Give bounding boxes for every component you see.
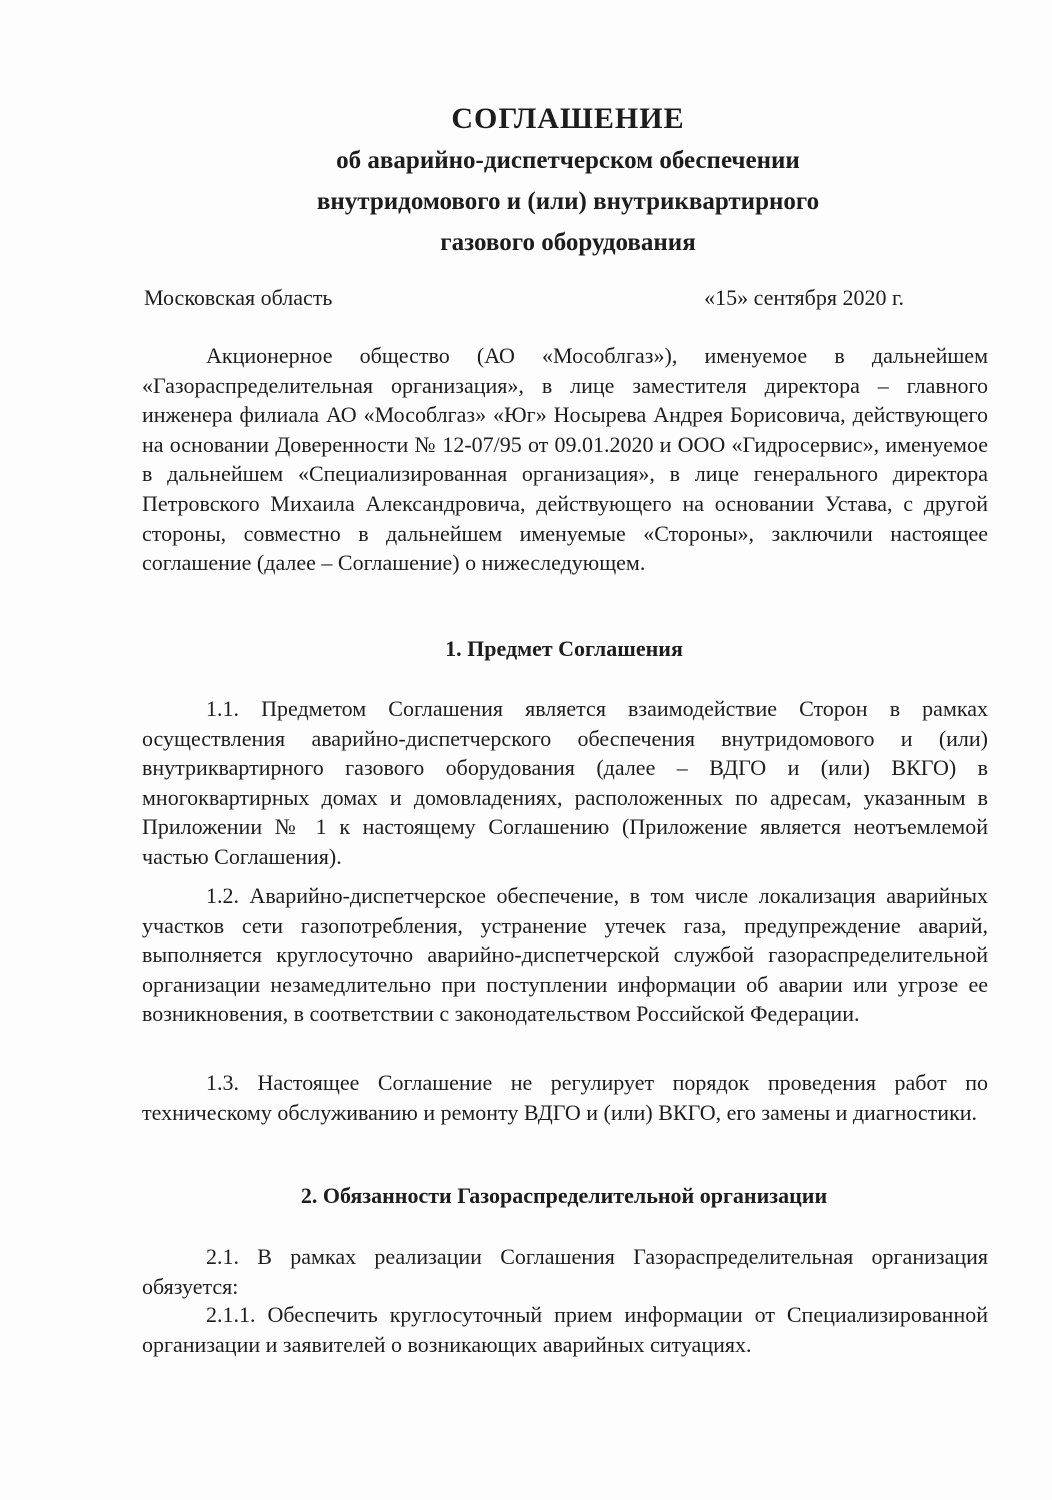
document-subtitle-line-1: об аварийно-диспетчерском обеспечении [336,147,800,174]
document-title: СОГЛАШЕНИЕ [451,102,685,135]
clause-2-1: 2.1. В рамках реализации Соглашения Газораспределительная организация обязуется: [142,1244,988,1299]
clause-2-1-1: 2.1.1. Обеспечить круглосуточный прием информации от Специализированной организации и заявителей о возникающих аварийных ситуациях. [142,1302,988,1357]
document-title-block [0,98,1052,263]
document-subtitle-line-3: газового оборудования [440,229,696,256]
document-place: Московская область [144,285,333,310]
section-2-heading: 2. Обязанности Газораспределительной организации [300,1183,828,1208]
document-subtitle-line-2: внутридомового и (или) внутриквартирного [316,188,820,215]
clause-1-1: 1.1. Предметом Соглашения является взаимодействие Сторон в рамках осуществления аварийно-диспетчерского обеспечения внутридомового и (или) внутриквартирного газового оборудования (далее – ВДГО и (или) ВКГО) в многоквартирных домах и домовладениях, расположенных по адресам, указанным в Приложении № 1 к настоящему Соглашению (Приложение является неотъемлемой частью Соглашения). [142,696,988,869]
clause-1-3: 1.3. Настоящее Соглашение не регулирует порядок проведения работ по техническому обслуживанию и ремонту ВДГО и (или) ВКГО, его замены и диагностики. [142,1070,988,1125]
document-date: «15» сентября 2020 г. [704,285,904,310]
clause-1-2: 1.2. Аварийно-диспетчерское обеспечение, в том числе локализация аварийных участков сети газопотребления, устранение утечек газа, предупреждение аварий, выполняется круглосуточно аварийно-диспетчерской службой газораспределительной организации незамедлительно при поступлении информации об аварии или угрозе ее возникновения, в соответствии с законодательством Российской Федерации. [142,883,988,1027]
intro-paragraph: Акционерное общество (АО «Мособлгаз»), именуемое в дальнейшем «Газораспределительная организация», в лице заместителя директора – главного инженера филиала АО «Мособлгаз» «Юг» Носырева Андрея Борисовича, действующего на основании Доверенности № 12-07/95 от 09.01.2020 и ООО «Гидросервис», именуемое в дальнейшем «Специализированная организация», в лице генерального директора Петровского Михаила Александровича, действующего на основании Устава, с другой стороны, совместно в дальнейшем именуемые «Стороны», заключили настоящее соглашение (далее – Соглашение) о нижеследующем. [142,343,988,576]
section-1-heading: 1. Предмет Соглашения [445,636,683,661]
